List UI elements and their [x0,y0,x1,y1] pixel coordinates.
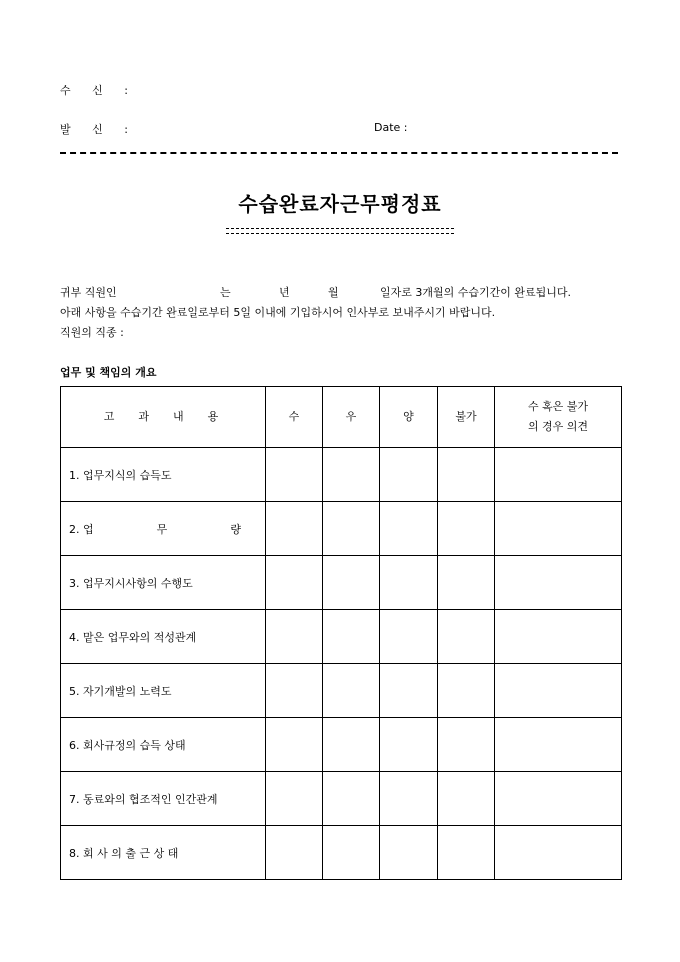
recipient-label: 수 신 : [60,84,137,97]
cell-bulga[interactable] [438,772,495,826]
notice-prefix: 귀부 직원인 [60,286,117,299]
cell-su[interactable] [266,664,323,718]
notice-line-1 [60,284,117,300]
table-row [61,772,622,826]
cell-su[interactable] [266,826,323,880]
table-row [61,826,622,880]
sender-label: 발 신 : [60,123,137,136]
cell-yang[interactable] [380,718,438,772]
table-header-row [61,387,622,448]
cell-opinion[interactable] [495,610,622,664]
opinion-header-line-2: 의 경우 의견 [527,420,589,433]
date-label: Date : [374,121,408,134]
cell-opinion[interactable] [495,502,622,556]
header-divider [60,152,618,154]
page-title: 수습완료자근무평정표 [238,192,442,216]
cell-bulga[interactable] [438,448,495,502]
table-row [61,448,622,502]
cell-su[interactable] [266,718,323,772]
table-row [61,664,622,718]
row-label-part: 량 [230,522,241,536]
table-row [61,718,622,772]
notice-suffix: 일자로 3개월의 수습기간이 완료됩니다. [380,286,571,299]
cell-opinion[interactable] [495,772,622,826]
row-label: 5. 자기개발의 노력도 [61,664,266,718]
col-header-opinion [495,387,622,448]
cell-bulga[interactable] [438,610,495,664]
table-row [61,610,622,664]
evaluation-table [60,386,622,880]
notice-eun: 는 [220,286,231,299]
notice-month: 월 [328,286,339,299]
cell-opinion[interactable] [495,664,622,718]
cell-opinion[interactable] [495,718,622,772]
cell-u[interactable] [323,502,380,556]
cell-su[interactable] [266,556,323,610]
cell-su[interactable] [266,448,323,502]
opinion-header-line-1: 수 혹은 불가 [527,400,589,413]
col-header-u: 우 [323,387,380,448]
cell-su[interactable] [266,610,323,664]
notice-line-3: 직원의 직종 : [60,326,124,339]
row-label: 4. 맡은 업무와의 적성관계 [61,610,266,664]
cell-yang[interactable] [380,556,438,610]
table-row [61,502,622,556]
cell-u[interactable] [323,448,380,502]
cell-opinion[interactable] [495,826,622,880]
section-title: 업무 및 책임의 개요 [60,366,157,379]
cell-bulga[interactable] [438,826,495,880]
cell-bulga[interactable] [438,502,495,556]
row-label: 3. 업무지시사항의 수행도 [61,556,266,610]
row-label: 8. 회 사 의 출 근 상 태 [61,826,266,880]
row-label: 7. 동료와의 협조적인 인간관계 [61,772,266,826]
cell-opinion[interactable] [495,556,622,610]
notice-year: 년 [279,286,290,299]
cell-opinion[interactable] [495,448,622,502]
cell-u[interactable] [323,718,380,772]
col-header-yang: 양 [380,387,438,448]
row-label-part: 무 [156,522,168,536]
cell-bulga[interactable] [438,718,495,772]
col-header-bulga: 불가 [438,387,495,448]
notice-line-2: 아래 사항을 수습기간 완료일로부터 5일 이내에 기입하시어 인사부로 보내주시기 바랍니다. [60,306,496,319]
cell-bulga[interactable] [438,556,495,610]
cell-yang[interactable] [380,502,438,556]
row-label [61,502,266,556]
cell-bulga[interactable] [438,664,495,718]
cell-su[interactable] [266,502,323,556]
row-label: 1. 업무지식의 습득도 [61,448,266,502]
col-header-content: 고과내용 [61,387,266,448]
title-underline [226,228,454,234]
cell-yang[interactable] [380,610,438,664]
row-label-part: 2. 업 [69,522,94,536]
cell-u[interactable] [323,772,380,826]
row-label: 6. 회사규정의 습득 상태 [61,718,266,772]
cell-yang[interactable] [380,826,438,880]
cell-u[interactable] [323,664,380,718]
col-header-su: 수 [266,387,323,448]
cell-yang[interactable] [380,772,438,826]
cell-u[interactable] [323,826,380,880]
cell-su[interactable] [266,772,323,826]
cell-yang[interactable] [380,664,438,718]
cell-yang[interactable] [380,448,438,502]
table-row [61,556,622,610]
cell-u[interactable] [323,610,380,664]
cell-u[interactable] [323,556,380,610]
